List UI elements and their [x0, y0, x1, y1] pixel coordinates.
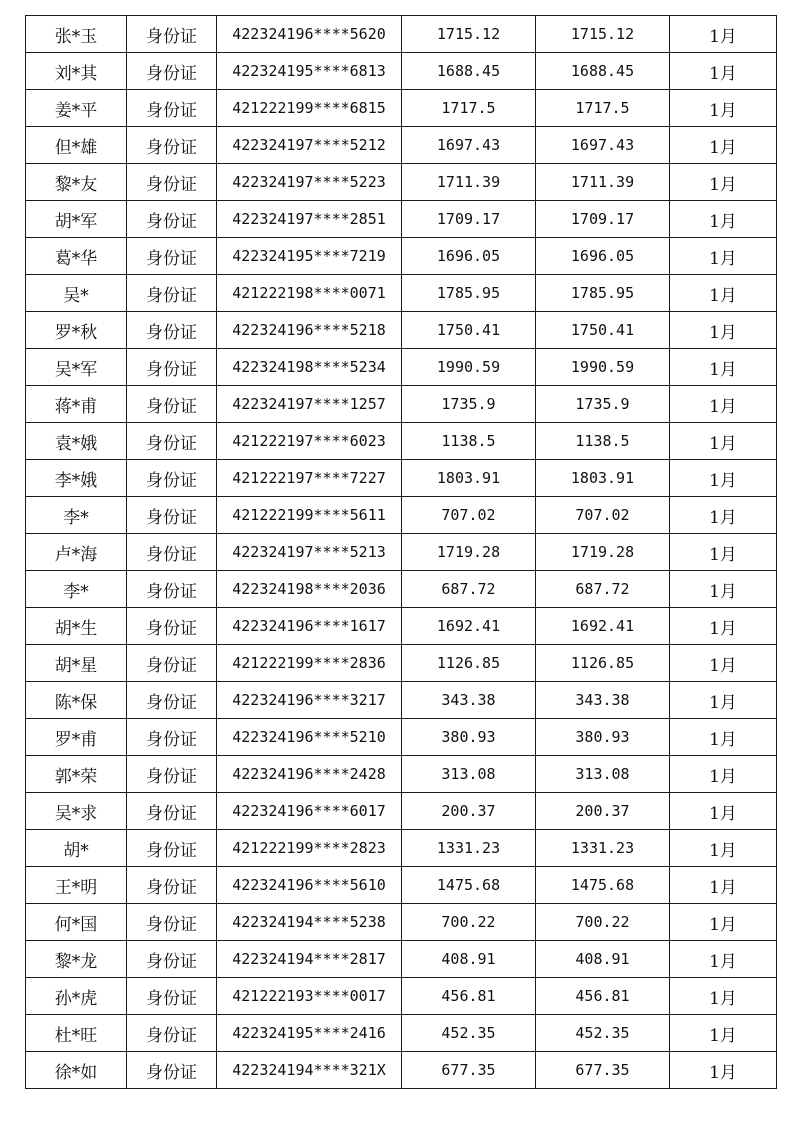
amount-cell: 1803.91 — [402, 460, 536, 497]
table-row — [26, 1052, 777, 1089]
name-cell: 胡*生 — [26, 608, 127, 645]
table-row — [26, 497, 777, 534]
month-cell: 1月 — [670, 312, 777, 349]
amount-total-cell: 1719.28 — [536, 534, 670, 571]
amount-cell: 1719.28 — [402, 534, 536, 571]
amount-total-cell: 1735.9 — [536, 386, 670, 423]
id-number-cell: 422324197****5213 — [217, 534, 402, 571]
month-cell: 1月 — [670, 460, 777, 497]
id-number-cell: 422324198****5234 — [217, 349, 402, 386]
name-cell: 王*明 — [26, 867, 127, 904]
name-cell: 何*国 — [26, 904, 127, 941]
table-row — [26, 164, 777, 201]
amount-cell: 313.08 — [402, 756, 536, 793]
amount-total-cell: 1803.91 — [536, 460, 670, 497]
amount-cell: 1138.5 — [402, 423, 536, 460]
table-row — [26, 423, 777, 460]
id-number-cell: 421222197****6023 — [217, 423, 402, 460]
month-cell: 1月 — [670, 645, 777, 682]
amount-total-cell: 1785.95 — [536, 275, 670, 312]
table-row — [26, 719, 777, 756]
month-cell: 1月 — [670, 349, 777, 386]
month-cell: 1月 — [670, 238, 777, 275]
id-type-cell: 身份证 — [127, 1015, 217, 1052]
amount-total-cell: 313.08 — [536, 756, 670, 793]
id-number-cell: 422324196****3217 — [217, 682, 402, 719]
id-number-cell: 422324196****5210 — [217, 719, 402, 756]
id-type-cell: 身份证 — [127, 682, 217, 719]
month-cell: 1月 — [670, 16, 777, 53]
month-cell: 1月 — [670, 1052, 777, 1089]
month-cell: 1月 — [670, 793, 777, 830]
id-type-cell: 身份证 — [127, 497, 217, 534]
name-cell: 孙*虎 — [26, 978, 127, 1015]
name-cell: 卢*海 — [26, 534, 127, 571]
amount-cell: 1692.41 — [402, 608, 536, 645]
month-cell: 1月 — [670, 90, 777, 127]
table-row — [26, 90, 777, 127]
id-type-cell: 身份证 — [127, 867, 217, 904]
amount-total-cell: 380.93 — [536, 719, 670, 756]
month-cell: 1月 — [670, 756, 777, 793]
table-row — [26, 238, 777, 275]
table-row — [26, 978, 777, 1015]
id-number-cell: 422324197****1257 — [217, 386, 402, 423]
id-type-cell: 身份证 — [127, 423, 217, 460]
table-row — [26, 127, 777, 164]
id-type-cell: 身份证 — [127, 238, 217, 275]
id-number-cell: 422324198****2036 — [217, 571, 402, 608]
amount-total-cell: 687.72 — [536, 571, 670, 608]
month-cell: 1月 — [670, 1015, 777, 1052]
id-number-cell: 421222197****7227 — [217, 460, 402, 497]
id-number-cell: 422324196****5610 — [217, 867, 402, 904]
id-type-cell: 身份证 — [127, 16, 217, 53]
amount-cell: 1688.45 — [402, 53, 536, 90]
month-cell: 1月 — [670, 534, 777, 571]
amount-cell: 343.38 — [402, 682, 536, 719]
amount-cell: 1709.17 — [402, 201, 536, 238]
id-number-cell: 422324195****7219 — [217, 238, 402, 275]
name-cell: 胡* — [26, 830, 127, 867]
month-cell: 1月 — [670, 53, 777, 90]
amount-cell: 1785.95 — [402, 275, 536, 312]
table-row — [26, 793, 777, 830]
name-cell: 姜*平 — [26, 90, 127, 127]
name-cell: 吴*求 — [26, 793, 127, 830]
id-number-cell: 421222199****6815 — [217, 90, 402, 127]
amount-cell: 677.35 — [402, 1052, 536, 1089]
id-type-cell: 身份证 — [127, 978, 217, 1015]
name-cell: 吴* — [26, 275, 127, 312]
id-type-cell: 身份证 — [127, 645, 217, 682]
id-type-cell: 身份证 — [127, 127, 217, 164]
id-number-cell: 422324197****2851 — [217, 201, 402, 238]
id-type-cell: 身份证 — [127, 719, 217, 756]
month-cell: 1月 — [670, 275, 777, 312]
id-number-cell: 422324196****5620 — [217, 16, 402, 53]
amount-cell: 1697.43 — [402, 127, 536, 164]
table-row — [26, 830, 777, 867]
id-number-cell: 421222193****0017 — [217, 978, 402, 1015]
month-cell: 1月 — [670, 386, 777, 423]
month-cell: 1月 — [670, 904, 777, 941]
month-cell: 1月 — [670, 719, 777, 756]
id-number-cell: 422324197****5223 — [217, 164, 402, 201]
month-cell: 1月 — [670, 164, 777, 201]
table-row — [26, 756, 777, 793]
name-cell: 黎*友 — [26, 164, 127, 201]
month-cell: 1月 — [670, 867, 777, 904]
amount-cell: 452.35 — [402, 1015, 536, 1052]
name-cell: 黎*龙 — [26, 941, 127, 978]
id-number-cell: 421222199****2823 — [217, 830, 402, 867]
table-row — [26, 571, 777, 608]
amount-total-cell: 200.37 — [536, 793, 670, 830]
name-cell: 刘*其 — [26, 53, 127, 90]
id-number-cell: 421222199****2836 — [217, 645, 402, 682]
amount-cell: 1990.59 — [402, 349, 536, 386]
amount-total-cell: 1709.17 — [536, 201, 670, 238]
id-type-cell: 身份证 — [127, 460, 217, 497]
id-type-cell: 身份证 — [127, 53, 217, 90]
id-type-cell: 身份证 — [127, 386, 217, 423]
name-cell: 李* — [26, 497, 127, 534]
amount-cell: 1717.5 — [402, 90, 536, 127]
id-type-cell: 身份证 — [127, 349, 217, 386]
name-cell: 徐*如 — [26, 1052, 127, 1089]
name-cell: 罗*秋 — [26, 312, 127, 349]
name-cell: 杜*旺 — [26, 1015, 127, 1052]
amount-total-cell: 1990.59 — [536, 349, 670, 386]
id-number-cell: 422324197****5212 — [217, 127, 402, 164]
name-cell: 胡*军 — [26, 201, 127, 238]
name-cell: 葛*华 — [26, 238, 127, 275]
table-body — [26, 16, 777, 1089]
id-type-cell: 身份证 — [127, 830, 217, 867]
id-number-cell: 421222199****5611 — [217, 497, 402, 534]
amount-total-cell: 456.81 — [536, 978, 670, 1015]
amount-total-cell: 700.22 — [536, 904, 670, 941]
amount-cell: 1126.85 — [402, 645, 536, 682]
id-number-cell: 422324196****6017 — [217, 793, 402, 830]
amount-cell: 1735.9 — [402, 386, 536, 423]
amount-cell: 1750.41 — [402, 312, 536, 349]
amount-total-cell: 343.38 — [536, 682, 670, 719]
amount-cell: 1715.12 — [402, 16, 536, 53]
name-cell: 郭*荣 — [26, 756, 127, 793]
id-number-cell: 422324194****5238 — [217, 904, 402, 941]
month-cell: 1月 — [670, 830, 777, 867]
table-row — [26, 460, 777, 497]
id-type-cell: 身份证 — [127, 201, 217, 238]
id-type-cell: 身份证 — [127, 275, 217, 312]
name-cell: 胡*星 — [26, 645, 127, 682]
amount-cell: 380.93 — [402, 719, 536, 756]
id-type-cell: 身份证 — [127, 534, 217, 571]
id-number-cell: 422324196****1617 — [217, 608, 402, 645]
month-cell: 1月 — [670, 682, 777, 719]
table-row — [26, 682, 777, 719]
table-row — [26, 534, 777, 571]
month-cell: 1月 — [670, 571, 777, 608]
name-cell: 张*玉 — [26, 16, 127, 53]
amount-total-cell: 707.02 — [536, 497, 670, 534]
table-row — [26, 349, 777, 386]
id-number-cell: 422324194****321X — [217, 1052, 402, 1089]
month-cell: 1月 — [670, 201, 777, 238]
amount-total-cell: 1717.5 — [536, 90, 670, 127]
amount-cell: 456.81 — [402, 978, 536, 1015]
id-type-cell: 身份证 — [127, 312, 217, 349]
amount-total-cell: 1688.45 — [536, 53, 670, 90]
amount-total-cell: 1331.23 — [536, 830, 670, 867]
amount-total-cell: 1697.43 — [536, 127, 670, 164]
table-row — [26, 941, 777, 978]
amount-total-cell: 1696.05 — [536, 238, 670, 275]
amount-cell: 687.72 — [402, 571, 536, 608]
table-row — [26, 16, 777, 53]
amount-cell: 1696.05 — [402, 238, 536, 275]
amount-total-cell: 1126.85 — [536, 645, 670, 682]
amount-total-cell: 1711.39 — [536, 164, 670, 201]
id-type-cell: 身份证 — [127, 904, 217, 941]
amount-cell: 1331.23 — [402, 830, 536, 867]
amount-total-cell: 677.35 — [536, 1052, 670, 1089]
amount-cell: 408.91 — [402, 941, 536, 978]
id-number-cell: 422324195****6813 — [217, 53, 402, 90]
id-type-cell: 身份证 — [127, 90, 217, 127]
amount-total-cell: 1138.5 — [536, 423, 670, 460]
table-row — [26, 1015, 777, 1052]
id-type-cell: 身份证 — [127, 756, 217, 793]
amount-total-cell: 1750.41 — [536, 312, 670, 349]
table-row — [26, 275, 777, 312]
name-cell: 李* — [26, 571, 127, 608]
month-cell: 1月 — [670, 127, 777, 164]
name-cell: 陈*保 — [26, 682, 127, 719]
month-cell: 1月 — [670, 941, 777, 978]
id-number-cell: 422324196****2428 — [217, 756, 402, 793]
month-cell: 1月 — [670, 423, 777, 460]
name-cell: 罗*甫 — [26, 719, 127, 756]
amount-cell: 1711.39 — [402, 164, 536, 201]
id-number-cell: 421222198****0071 — [217, 275, 402, 312]
id-type-cell: 身份证 — [127, 164, 217, 201]
subsidy-table — [25, 15, 777, 1089]
id-number-cell: 422324195****2416 — [217, 1015, 402, 1052]
amount-cell: 200.37 — [402, 793, 536, 830]
id-type-cell: 身份证 — [127, 941, 217, 978]
name-cell: 吴*军 — [26, 349, 127, 386]
amount-total-cell: 1475.68 — [536, 867, 670, 904]
id-type-cell: 身份证 — [127, 1052, 217, 1089]
table-row — [26, 645, 777, 682]
amount-total-cell: 452.35 — [536, 1015, 670, 1052]
id-number-cell: 422324196****5218 — [217, 312, 402, 349]
id-type-cell: 身份证 — [127, 793, 217, 830]
amount-total-cell: 1715.12 — [536, 16, 670, 53]
table-row — [26, 904, 777, 941]
table-row — [26, 386, 777, 423]
amount-cell: 1475.68 — [402, 867, 536, 904]
table-row — [26, 867, 777, 904]
month-cell: 1月 — [670, 608, 777, 645]
table-row — [26, 53, 777, 90]
name-cell: 蒋*甫 — [26, 386, 127, 423]
amount-total-cell: 408.91 — [536, 941, 670, 978]
table-row — [26, 312, 777, 349]
month-cell: 1月 — [670, 978, 777, 1015]
name-cell: 但*雄 — [26, 127, 127, 164]
amount-cell: 700.22 — [402, 904, 536, 941]
month-cell: 1月 — [670, 497, 777, 534]
table-row — [26, 608, 777, 645]
table-row — [26, 201, 777, 238]
name-cell: 李*娥 — [26, 460, 127, 497]
name-cell: 袁*娥 — [26, 423, 127, 460]
id-number-cell: 422324194****2817 — [217, 941, 402, 978]
amount-total-cell: 1692.41 — [536, 608, 670, 645]
id-type-cell: 身份证 — [127, 571, 217, 608]
amount-cell: 707.02 — [402, 497, 536, 534]
id-type-cell: 身份证 — [127, 608, 217, 645]
